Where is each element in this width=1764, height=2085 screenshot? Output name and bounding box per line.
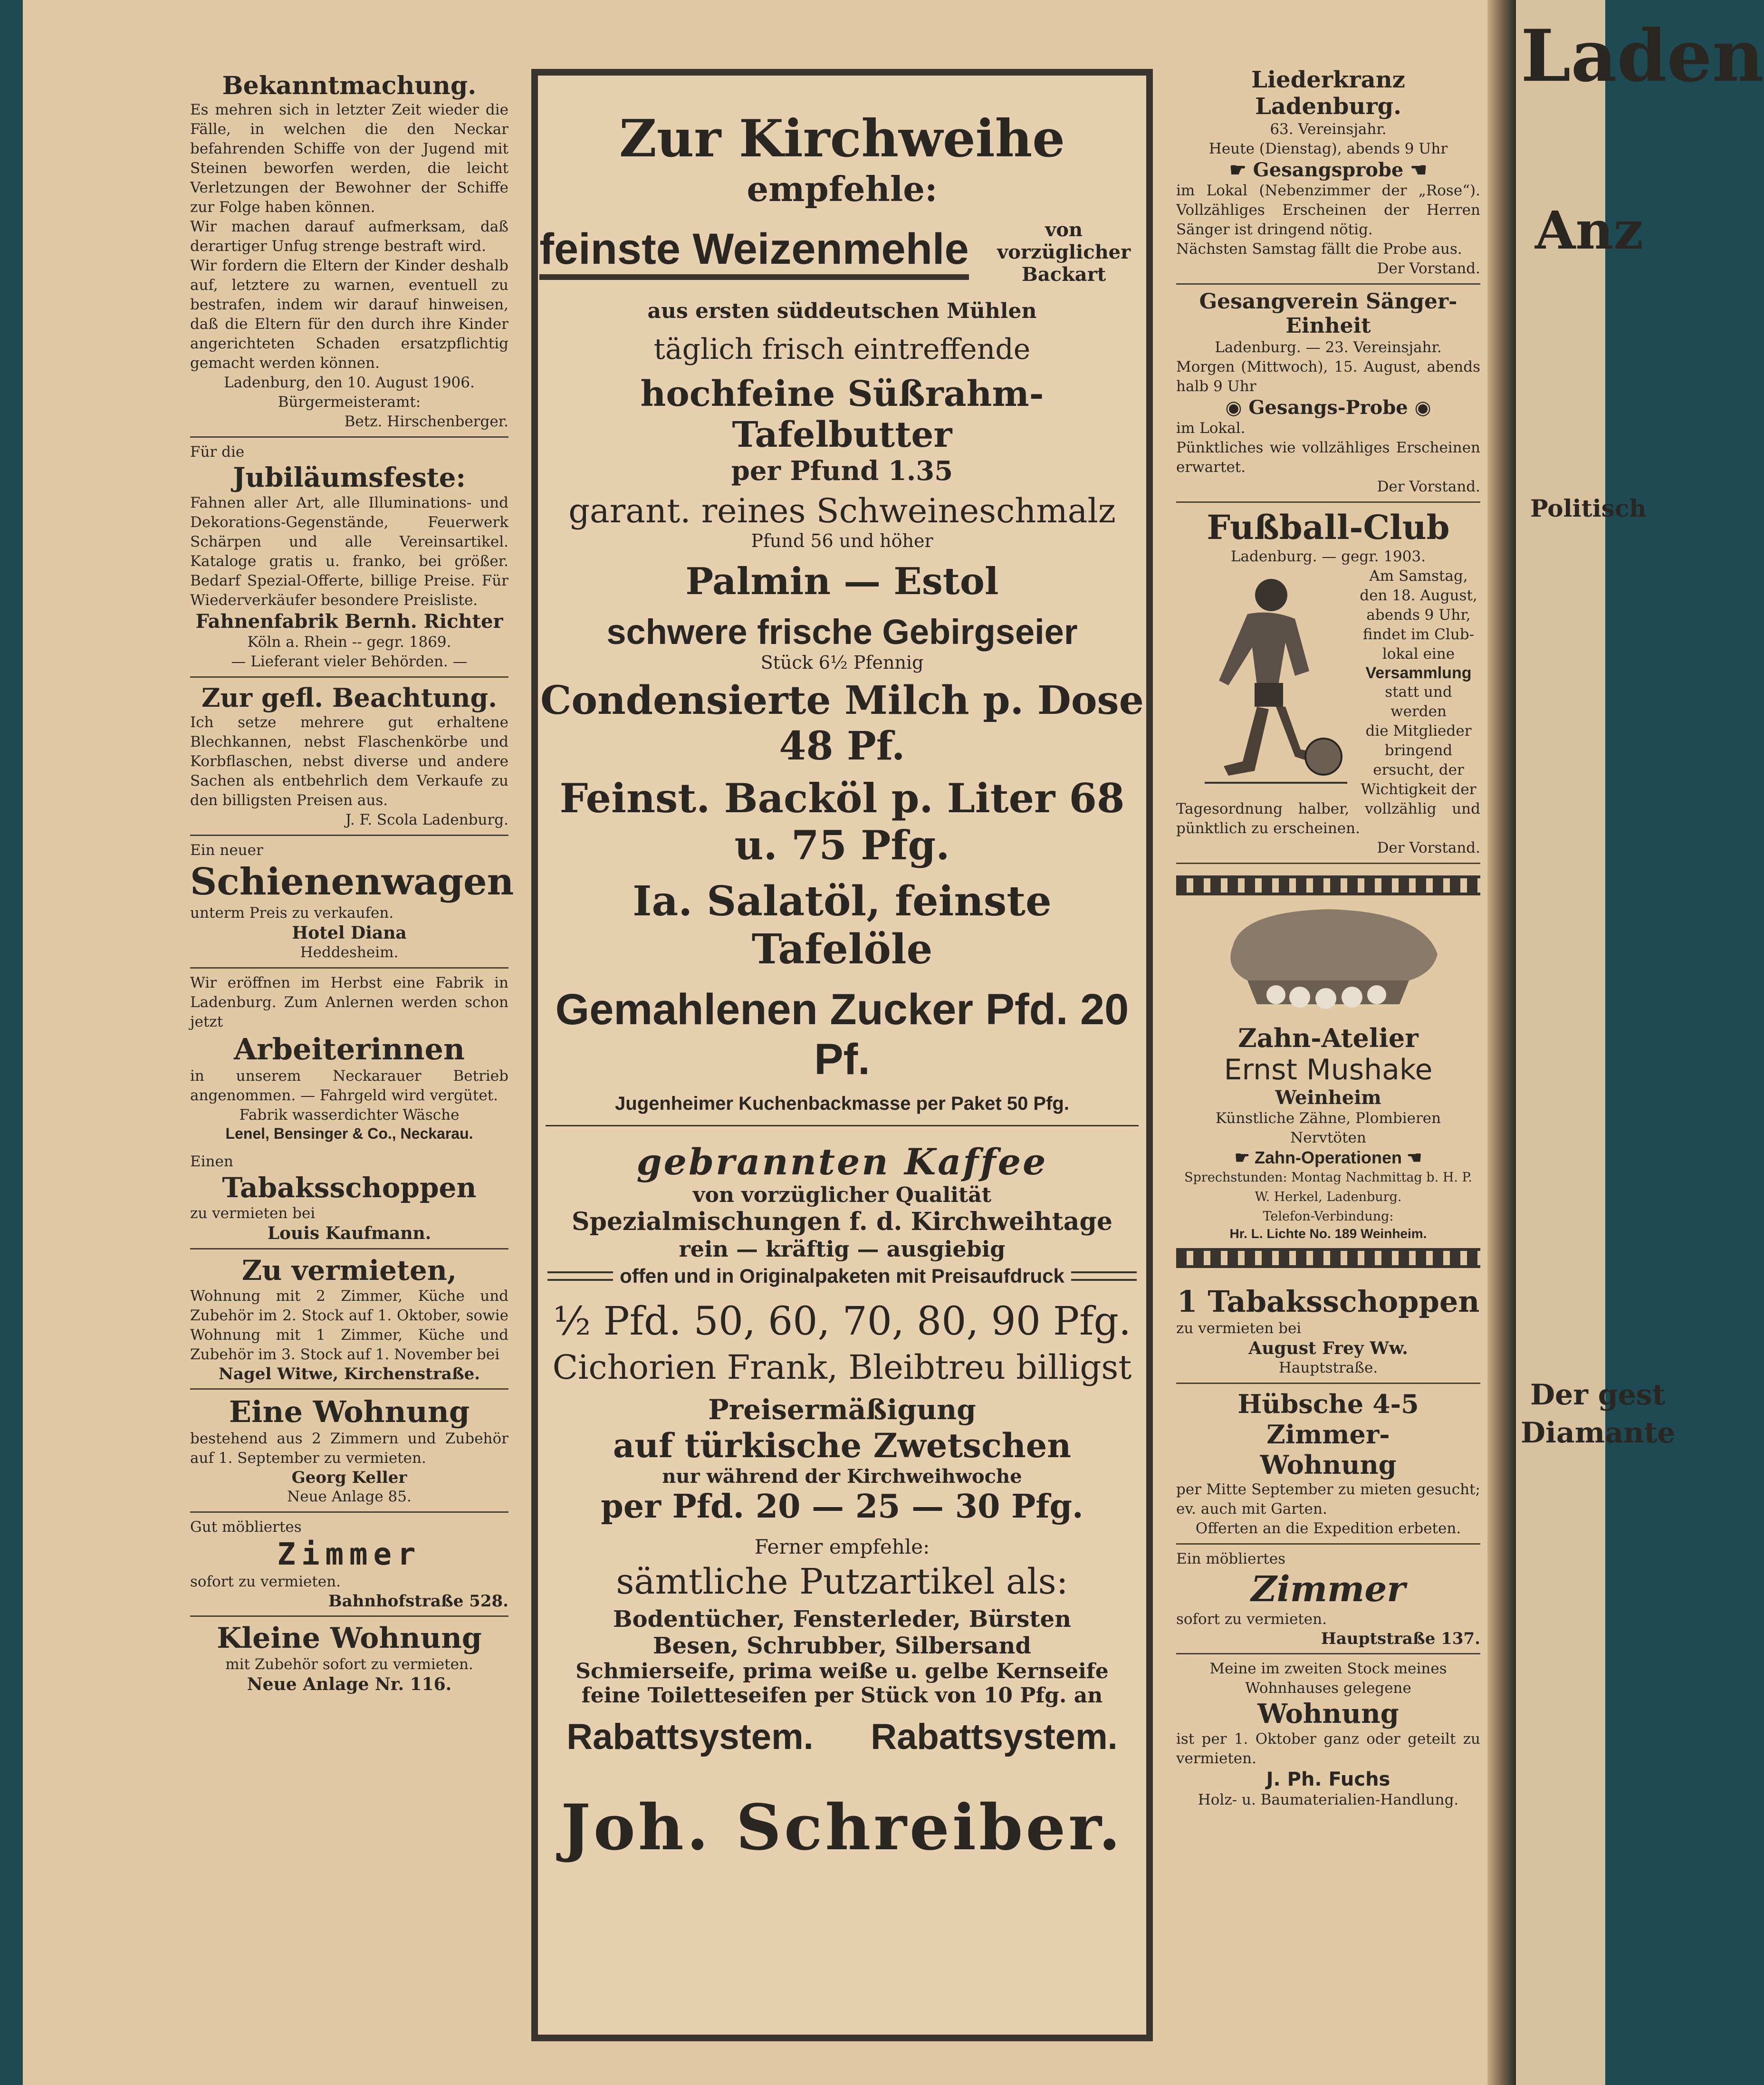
ad-address: Hauptstraße. — [1278, 1359, 1378, 1376]
ad-zimmer — [190, 1511, 508, 1615]
ad-line: garant. reines Schweineschmalz — [568, 491, 1116, 530]
double-rule — [547, 1271, 613, 1281]
ad-title: Jubiläumsfeste: — [232, 462, 466, 493]
ad-body: Ich setze mehrere gut erhaltene Blechkannen, nebst Flaschenkörbe und Korbflaschen, nebst diverse und andere Sachen als entbehrlich dem Verkaufe zu den billigsten Preisen aus. — [190, 714, 508, 809]
ad-line: sämtliche Putzartikel als: — [616, 1561, 1068, 1602]
ad-signature: Joh. Schreiber. — [561, 1791, 1123, 1864]
ad-firm: Holz- u. Baumaterialien-Handlung. — [1198, 1791, 1459, 1808]
ad-body: Tagesordnung halber, vollzählig und pünktlich zu erscheinen. — [1176, 800, 1480, 837]
ad-line: hochfeine Süßrahm-Tafelbutter — [640, 374, 1044, 455]
ad-pre: Für die — [190, 443, 245, 461]
ad-firm: Fahnenfabrik Bernh. Richter — [195, 610, 503, 633]
ad-signature: Der Vorstand. — [1377, 839, 1480, 856]
ad-jubilaeum — [190, 436, 508, 676]
ad-pre: Ein neuer — [190, 842, 263, 859]
ad-price: Stück 6½ Pfennig — [760, 652, 924, 673]
ad-line: die Mitglieder — [1365, 722, 1472, 740]
ad-line: nur während der Kirchweihwoche — [662, 1465, 1022, 1488]
ad-firm-name: Lenel, Bensinger & Co., Neckarau. — [225, 1125, 473, 1142]
header-fragment: Anz — [1535, 200, 1643, 261]
ad-body: Es mehren sich in letzter Zeit wieder die Fälle, in welchen die den Neckar befahrenden Schiffe von der Jugend mit Steinen beworfen werden, die leicht Verletzungen der Bewohner der Schiffe zur Folge haben können. — [190, 101, 508, 216]
flour-line — [538, 219, 1146, 286]
ad-signature: J. Ph. Fuchs — [1266, 1768, 1390, 1790]
story-fragment-2: Diamante — [1521, 1416, 1676, 1450]
ad-kleine-wohnung — [190, 1615, 508, 1699]
ad-note: — Lieferant vieler Behörden. — — [231, 653, 468, 670]
ad-zahn-atelier — [1176, 863, 1480, 1279]
ad-line: Nervtöten — [1290, 1129, 1366, 1146]
ad-title: Bekanntmachung. — [222, 71, 477, 100]
ad-line: Rabattsystem. — [566, 1717, 814, 1757]
ad-title: 1 Tabaksschoppen — [1177, 1284, 1480, 1319]
ad-signature: Betz. Hirschenberger. — [344, 413, 508, 430]
masthead-fragment: Laden — [1521, 14, 1764, 98]
ad-pre: Wir eröffnen im Herbst eine Fabrik in Ladenburg. Zum Anlernen werden schon jetzt — [190, 974, 508, 1030]
ad-highlight: Versammlung — [1365, 664, 1472, 682]
ad-title: Gesangverein Sänger-Einheit — [1199, 289, 1457, 338]
ad-line: offen und in Originalpaketen mit Preisaufdruck — [620, 1265, 1064, 1287]
ad-line: Rabattsystem. — [871, 1717, 1118, 1757]
ad-title: Zimmer — [277, 1537, 422, 1572]
ad-firm: Fabrik wasserdichter Wäsche — [239, 1106, 460, 1124]
ad-line: bringend — [1384, 742, 1453, 759]
pointing-hand-icon: ☚ — [1402, 1148, 1422, 1167]
ad-signature: August Frey Ww. — [1248, 1338, 1408, 1358]
ad-line: Spezialmischungen f. d. Kirchweihtage — [572, 1207, 1112, 1236]
ad-body: Nächsten Samstag fällt die Probe aus. — [1176, 240, 1462, 258]
ad-line: Ferner empfehle: — [754, 1535, 930, 1558]
ad-line: Palmin — Estol — [685, 560, 999, 603]
ad-line: Offerten an die Expedition erbeten. — [1195, 1520, 1461, 1537]
ad-line: gebrannten Kaffee — [636, 1141, 1048, 1183]
ad-body: sofort zu vermieten. — [190, 1573, 341, 1590]
ad-beachtung — [190, 676, 508, 835]
ad-body: Pünktliches wie vollzähliges Erscheinen erwartet. — [1176, 439, 1480, 476]
ad-line: Morgen (Mittwoch), 15. August, abends halb 9 Uhr — [1176, 358, 1480, 395]
right-column — [1176, 0, 1480, 1815]
section-fragment: Politisch — [1530, 494, 1647, 522]
schreiber-advertisement — [531, 69, 1153, 2041]
ad-line: Heute (Dienstag), abends 9 Uhr — [1208, 140, 1448, 157]
ad-line: Preisermäßigung — [708, 1393, 976, 1426]
ad-price: Pfund 56 und höher — [751, 530, 933, 551]
ad-address: Hauptstraße 137. — [1321, 1629, 1480, 1648]
ad-line: Jugenheimer Kuchenbackmasse per Paket 50 Pfg. — [615, 1093, 1069, 1114]
fussball-side-text — [1357, 567, 1480, 799]
ad-line: ersucht, der — [1373, 761, 1464, 778]
ad-line: Schmierseife, prima weiße u. gelbe Kernseife — [575, 1659, 1109, 1683]
ad-signature: Der Vorstand. — [1377, 478, 1480, 495]
ornament-icon: ◉ — [1408, 396, 1431, 419]
ad-line: Cichorien Frank, Bleibtreu billigst — [552, 1348, 1132, 1387]
ad-title: Hübsche 4-5 Zimmer- — [1237, 1389, 1419, 1450]
ad-line: Wichtigkeit der — [1361, 781, 1476, 798]
ad-date: Ladenburg, den 10. August 1906. — [224, 374, 475, 391]
ad-headline: Zur Kirchweihe — [619, 109, 1065, 169]
pointing-hand-icon: ☛ — [1234, 1148, 1255, 1167]
ad-pre: Ein möbliertes — [1176, 1550, 1285, 1567]
ad-price: per Pfd. 20 — 25 — 30 Pfg. — [601, 1488, 1083, 1526]
ad-line: Feinst. Backöl p. Liter 68 u. 75 Pfg. — [559, 775, 1125, 869]
ad-pre: Gut möbliertes — [190, 1518, 302, 1536]
story-fragment: Der gest — [1530, 1378, 1666, 1412]
ad-title: Kleine Wohnung — [217, 1622, 482, 1655]
ad-rule-with-text — [547, 1265, 1137, 1288]
decorative-border — [1176, 875, 1480, 895]
ad-line: Hr. L. Lichte No. 189 Weinheim. — [1229, 1226, 1427, 1241]
ad-tabak — [190, 1147, 508, 1248]
ad-line: täglich frisch eintreffende — [653, 333, 1031, 366]
ad-body: bestehend aus 2 Zimmern und Zubehör auf 1. September zu vermieten. — [190, 1430, 508, 1467]
ad-line: im Lokal. — [1176, 420, 1246, 437]
ad-pre: Meine im zweiten Stock meines Wohnhauses gelegene — [1209, 1660, 1447, 1697]
ad-signature: Louis Kaufmann. — [267, 1223, 431, 1243]
ad-address: Neue Anlage 85. — [287, 1488, 412, 1505]
ad-signature: Der Vorstand. — [1377, 260, 1480, 277]
ad-line: Ladenburg. — 23. Vereinsjahr. — [1215, 339, 1442, 356]
pointing-hand-icon: ☛ — [1229, 159, 1253, 181]
ad-line: feine Toiletteseifen per Stück von 10 Pfg. an — [581, 1683, 1103, 1708]
ad-line: statt und werden — [1385, 683, 1452, 720]
ad-line: Sprechstunden: Montag Nachmittag b. H. P. W. Herkel, Ladenburg. — [1184, 1170, 1472, 1204]
double-rule — [1071, 1271, 1137, 1281]
ad-body: in unserem Neckarauer Betrieb angenommen. — Fahrgeld wird vergütet. — [190, 1067, 508, 1104]
decorative-border — [1176, 1248, 1480, 1268]
ad-price: per Pfund 1.35 — [731, 455, 953, 487]
flour-note: von vorzüglicher Backart — [997, 219, 1131, 286]
ad-signature: Georg Keller — [291, 1468, 407, 1487]
ad-title: Zur gefl. Beachtung. — [201, 682, 498, 713]
ad-probe: ☛ Gesangsprobe ☚ — [1229, 159, 1428, 181]
ad-line: abends 9 Uhr, — [1366, 606, 1471, 624]
ad-body: ist per 1. Oktober ganz oder geteilt zu vermieten. — [1176, 1730, 1480, 1767]
ad-fussball-club — [1176, 501, 1480, 863]
ad-line: den 18. August, — [1360, 587, 1477, 604]
ad-place: Heddesheim. — [300, 944, 399, 961]
ad-ops: ☛ Zahn-Operationen ☚ — [1234, 1148, 1422, 1167]
ad-line: Bodentücher, Fensterleder, Bürsten — [613, 1606, 1071, 1633]
flour-title: feinste Weizenmehle — [539, 224, 968, 280]
ad-pre: Einen — [190, 1153, 233, 1170]
ad-title: Zimmer — [1251, 1569, 1406, 1610]
ad-body: Wohnung mit 2 Zimmer, Küche und Zubehör im 2. Stock auf 1. Oktober, sowie Wohnung mit 1 Zimmer, Küche und Zubehör im 3. Stock auf 1. November bei — [190, 1288, 508, 1363]
ad-line: lokal eine — [1382, 645, 1455, 663]
rabatt-line — [538, 1716, 1146, 1758]
fussball-body — [1176, 567, 1480, 799]
ad-line: Gemahlenen Zucker Pfd. 20 Pf. — [555, 985, 1129, 1084]
ad-title: Zahn-Atelier — [1238, 1023, 1419, 1053]
ad-address: Bahnhofstraße 528. — [328, 1592, 508, 1611]
ad-body: mit Zubehör sofort zu vermieten. — [225, 1656, 473, 1673]
ad-city: Köln a. Rhein -- gegr. 1869. — [247, 634, 451, 651]
ad-line: aus ersten süddeutschen Mühlen — [647, 299, 1037, 323]
left-column — [190, 0, 514, 1699]
ad-body: Wir fordern die Eltern der Kinder deshalb auf, letztere zu warnen, eventuell zu bestrafen, indem wir darauf hinweisen, daß die Eltern für den durch ihre Kinder angerichteten Schaden ersatzpflichtig gemacht werden können. — [190, 257, 508, 372]
ad-body: per Mitte September zu mieten gesucht; ev. auch mit Garten. — [1176, 1481, 1480, 1518]
adjacent-page-fragment — [1516, 0, 1764, 2085]
ad-title: Schienenwagen — [190, 860, 514, 903]
ad-huebsche-wohnung — [1176, 1383, 1480, 1543]
binding-gutter — [1487, 0, 1516, 2085]
ad-office: Bürgermeisteramt: — [278, 394, 421, 411]
ad-line: zu vermieten bei — [1176, 1320, 1302, 1337]
ad-rule — [546, 1125, 1139, 1126]
ad-eine-wohnung — [190, 1388, 508, 1511]
ad-tabaksschoppen — [1176, 1279, 1480, 1383]
ad-line: Am Samstag, — [1369, 567, 1468, 585]
dentures-illustration — [1205, 902, 1452, 1021]
ad-liederkranz — [1176, 0, 1480, 283]
ad-city: Weinheim — [1275, 1086, 1381, 1109]
ad-hotel: Hotel Diana — [292, 923, 407, 943]
ad-bekanntmachung — [190, 0, 508, 436]
ad-line: von vorzüglicher Qualität — [692, 1183, 992, 1207]
ad-line: Besen, Schrubber, Silbersand — [653, 1633, 1031, 1659]
ad-title: Wohnung — [1257, 1698, 1399, 1729]
ad-name: Ernst Mushake — [1224, 1053, 1433, 1086]
ad-title: Liederkranz Ladenburg. — [1251, 67, 1405, 120]
ad-line: rein — kräftig — ausgiebig — [679, 1236, 1006, 1262]
ad-line: schwere frische Gebirgseier — [606, 612, 1078, 652]
ornament-icon: ◉ — [1225, 396, 1249, 419]
pointing-hand-icon: ☚ — [1403, 159, 1428, 181]
ad-line: findet im Club- — [1362, 626, 1475, 643]
ad-body: zu vermieten bei — [190, 1205, 316, 1222]
ad-probe: ◉ Gesangs-Probe ◉ — [1225, 396, 1431, 419]
ad-body: unterm Preis zu verkaufen. — [190, 904, 394, 922]
ad-title: Tabaksschoppen — [222, 1172, 477, 1204]
ad-title: Zu vermieten, — [241, 1254, 457, 1287]
ad-line: Künstliche Zähne, Plombieren — [1215, 1110, 1441, 1127]
ad-line: Condensierte Milch p. Dose 48 Pf. — [540, 678, 1144, 769]
ad-line: Ladenburg. — gegr. 1903. — [1230, 548, 1426, 565]
ad-body: Wir machen darauf aufmerksam, daß derartiger Unfug strenge bestraft wird. — [190, 218, 508, 255]
ad-line: Ia. Salatöl, feinste Tafelöle — [633, 877, 1052, 973]
football-player-illustration — [1176, 567, 1352, 790]
ad-signature: J. F. Scola Ladenburg. — [345, 811, 508, 828]
ad-headline-tail: empfehle: — [747, 169, 938, 209]
ad-saenger-einheit — [1176, 283, 1480, 501]
ad-schienenwagen — [190, 835, 514, 967]
ad-title: Eine Wohnung — [229, 1394, 470, 1429]
ad-wohnung-fuchs — [1176, 1653, 1480, 1815]
ad-line: auf türkische Zwetschen — [613, 1426, 1072, 1465]
ad-address: Neue Anlage Nr. 116. — [247, 1674, 452, 1694]
ad-title: Fußball-Club — [1207, 508, 1450, 547]
ad-line: sofort zu vermieten. — [1176, 1611, 1327, 1628]
ad-arbeiterinnen — [190, 967, 508, 1147]
ad-price: ½ Pfd. 50, 60, 70, 80, 90 Pfg. — [553, 1299, 1131, 1344]
ad-line: Telefon-Verbindung: — [1263, 1209, 1394, 1224]
ad-signature: Nagel Witwe, Kirchenstraße. — [218, 1364, 480, 1384]
ad-year: 63. Vereinsjahr. — [1270, 121, 1387, 138]
ad-moebliertes-zimmer — [1176, 1543, 1480, 1653]
ad-body: Fahnen aller Art, alle Illuminations- und Dekorations-Gegenstände, Feuerwerk Schärpen und alle Vereinsartikel. Kataloge gratis u. franko, bei größer. Bedarf Spezial-Offerte, billige Preise. Für Wiederverkäufer besondere Preisliste. — [190, 494, 508, 609]
ad-zu-vermieten — [190, 1248, 508, 1388]
ad-body: im Lokal (Nebenzimmer der „Rose“). Vollzähliges Erscheinen der Herren Sänger ist dringend nötig. — [1176, 182, 1480, 238]
ad-title: Arbeiterinnen — [233, 1032, 465, 1067]
ad-title-2: Wohnung — [1260, 1450, 1397, 1480]
